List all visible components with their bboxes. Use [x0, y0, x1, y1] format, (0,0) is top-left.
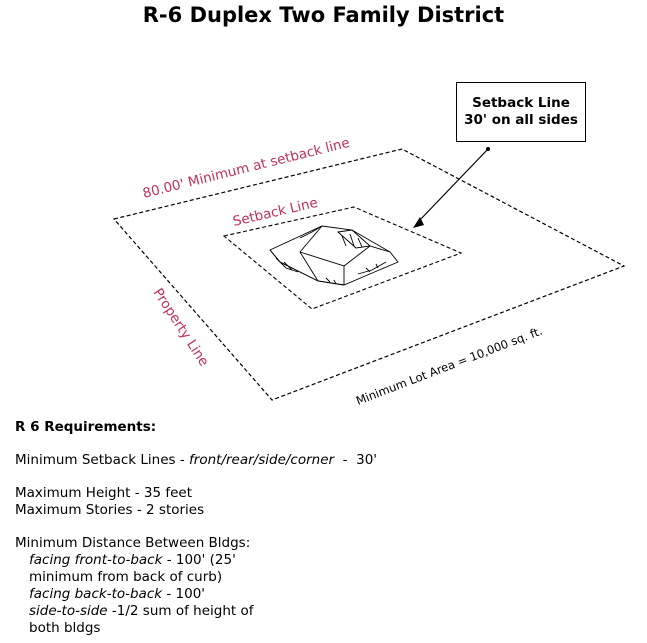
callout-line-2: 30' on all sides	[464, 112, 578, 128]
property-line-label: Property Line	[149, 285, 212, 370]
setback-callout-box	[456, 82, 586, 142]
min-lot-area-label: Minimum Lot Area = 10,000 sq. ft.	[354, 323, 545, 408]
page-title: R-6 Duplex Two Family District	[142, 3, 505, 27]
callout-leader	[418, 149, 488, 222]
max-stories-requirement: Maximum Stories - 2 stories	[15, 502, 205, 518]
back-to-back-requirement: facing back-to-back - 100'	[29, 586, 206, 602]
callout-line-1: Setback Line	[472, 95, 570, 111]
requirements-heading: R 6 Requirements:	[15, 419, 157, 435]
duplex-house-sketch	[270, 226, 398, 285]
side-to-side-note: both bldgs	[29, 620, 101, 636]
front-to-back-note: minimum from back of curb)	[29, 569, 223, 585]
distance-heading: Minimum Distance Between Bldgs:	[15, 535, 251, 551]
requirements-section	[15, 419, 635, 637]
setback-requirement: Minimum Setback Lines - front/rear/side/corner - 30'	[15, 452, 378, 468]
side-to-side-requirement: side-to-side -1/2 sum of height of	[29, 603, 254, 619]
callout-dot	[486, 147, 490, 151]
callout-arrowhead	[413, 217, 424, 228]
max-height-requirement: Maximum Height - 35 feet	[15, 485, 193, 501]
front-to-back-requirement: facing front-to-back - 100' (25'	[29, 552, 236, 568]
min-setback-label: 80.00' Minimum at setback line	[141, 134, 352, 202]
setback-line-label: Setback Line	[231, 194, 320, 230]
